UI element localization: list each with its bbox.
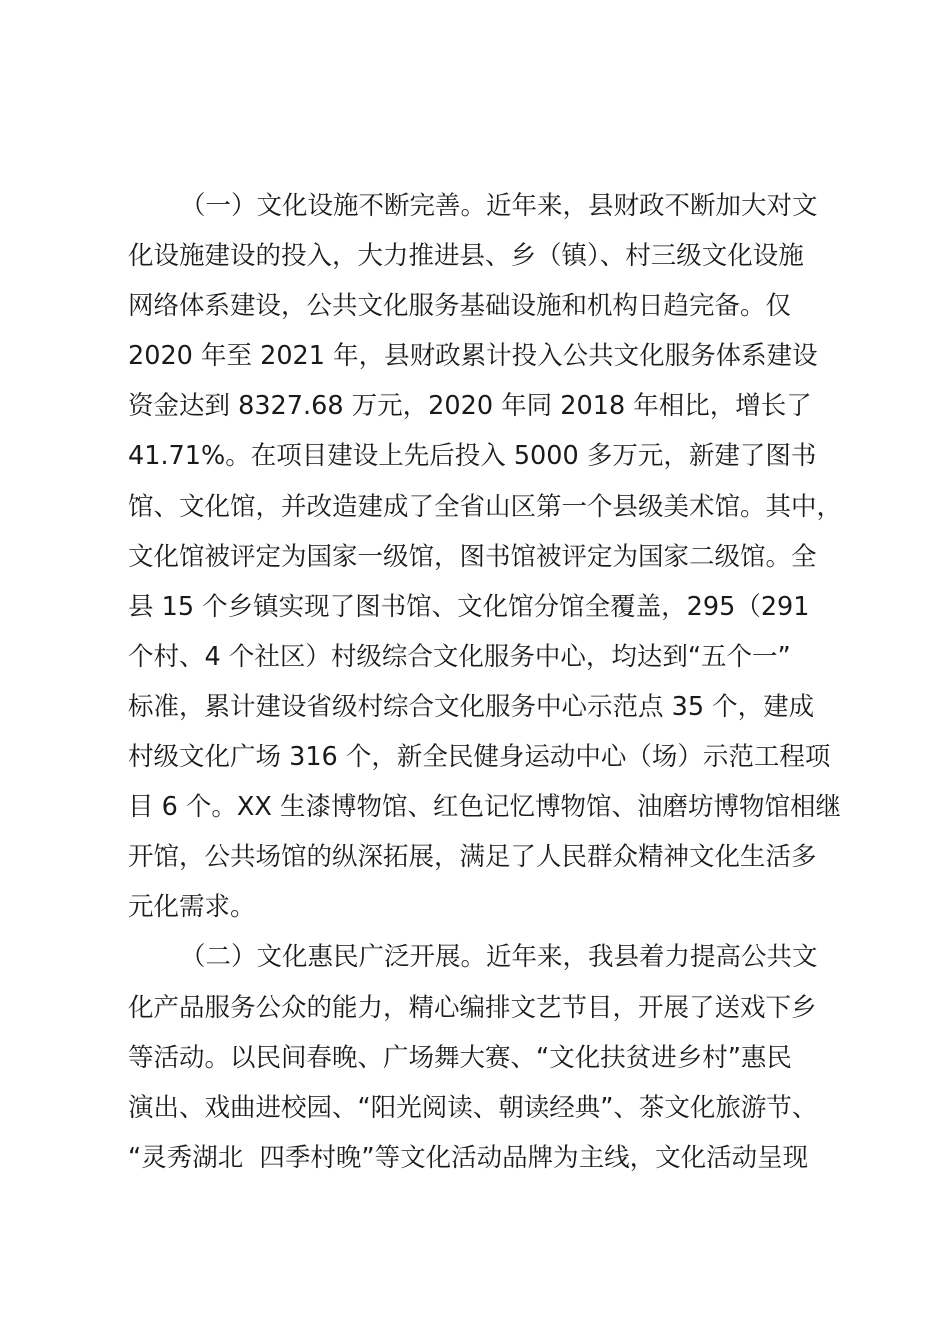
text-line: 化产品服务公众的能力，精心编排文艺节目，开展了送戏下乡 [128, 992, 817, 1023]
text-line: 资金达到 8327.68 万元，2020 年同 2018 年相比，增长了 [128, 391, 812, 422]
document-body [128, 186, 843, 1188]
text-line: 个村、4 个社区）村级综合文化服务中心，均达到“五个一” [128, 641, 791, 672]
text-line: 演出、戏曲进校园、“阳光阅读、朝读经典”、茶文化旅游节、 [128, 1092, 818, 1123]
text-line: 标准，累计建设省级村综合文化服务中心示范点 35 个，建成 [128, 691, 815, 722]
text-line: 开馆，公共场馆的纵深拓展，满足了人民群众精神文化生活多 [128, 842, 817, 873]
text-line: 化设施建设的投入，大力推进县、乡（镇）、村三级文化设施 [128, 241, 804, 272]
text-line: 元化需求。 [128, 892, 256, 923]
text-line: 村级文化广场 316 个，新全民健身运动中心（场）示范工程项 [128, 742, 831, 773]
text-line: （一）文化设施不断完善。近年来，县财政不断加大对文 [180, 191, 818, 221]
text-line: （二）文化惠民广泛开展。近年来，我县着力提高公共文 [180, 942, 818, 973]
text-line: 等活动。以民间春晚、广场舞大赛、“文化扶贫进乡村”惠民 [128, 1042, 792, 1073]
text-line: 2020 年至 2021 年，县财政累计投入公共文化服务体系建设 [128, 341, 818, 372]
text-line: 县 15 个乡镇实现了图书馆、文化馆分馆全覆盖，295（291 [128, 591, 810, 622]
text-line: 41.71%。在项目建设上先后投入 5000 多万元，新建了图书 [128, 441, 817, 472]
text-line: 文化馆被评定为国家一级馆，图书馆被评定为国家二级馆。全 [128, 541, 817, 572]
text-line: 目 6 个。XX 生漆博物馆、红色记忆博物馆、油磨坊博物馆相继 [128, 792, 841, 823]
text-line: 馆、文化馆，并改造建成了全省山区第一个县级美术馆。其中， [128, 491, 843, 522]
text-line: 网络体系建设，公共文化服务基础设施和机构日趋完备。仅 [128, 291, 792, 322]
text-line: “灵秀湖北 四季村晚”等文化活动品牌为主线，文化活动呈现 [128, 1142, 809, 1173]
